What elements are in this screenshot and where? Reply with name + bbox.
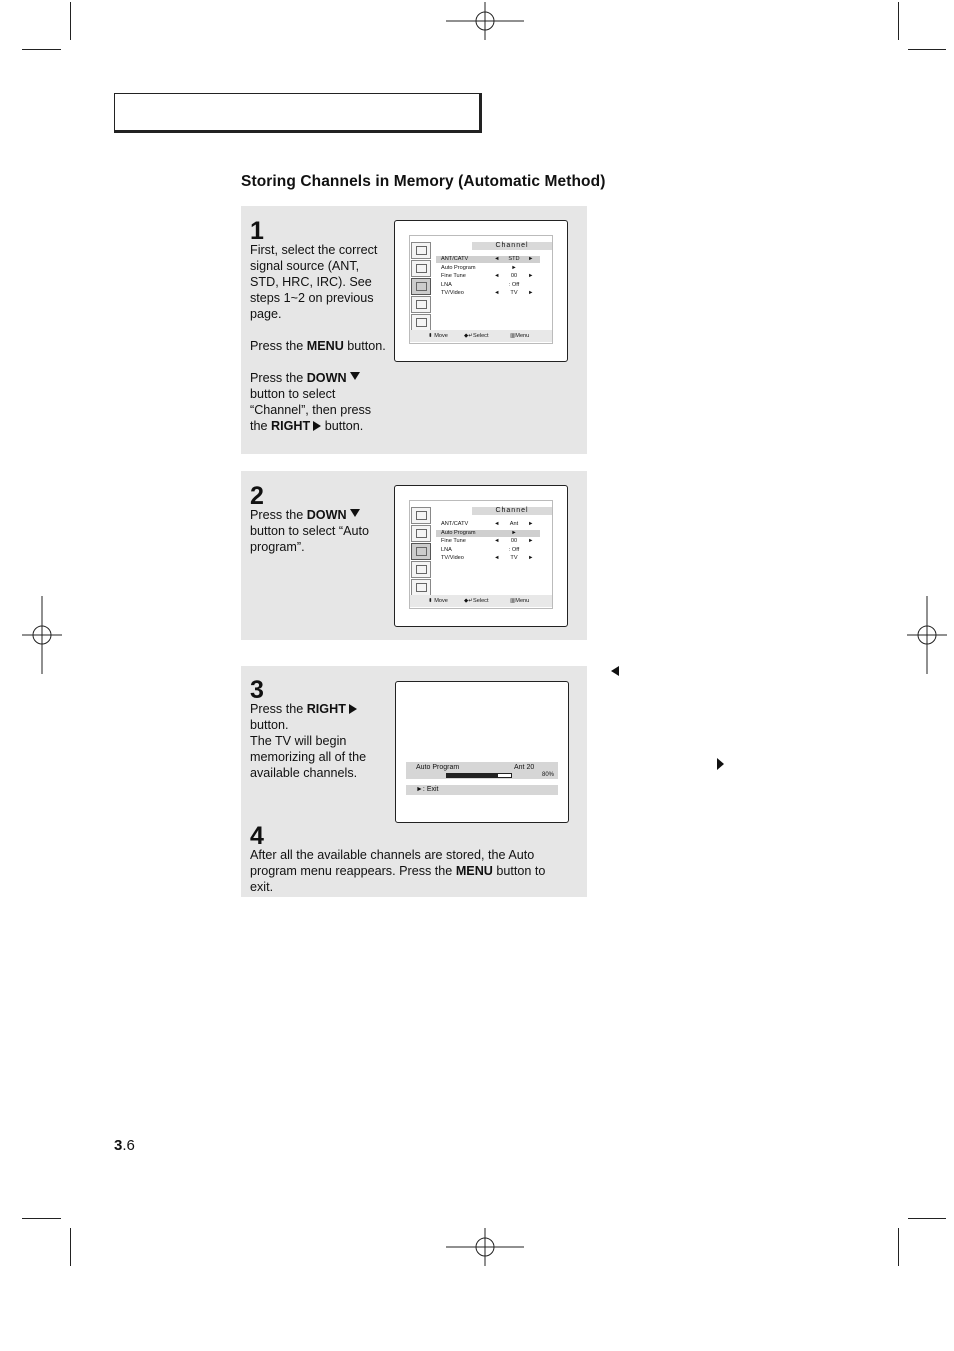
crop-mark-tr-v — [898, 2, 899, 40]
crop-mark-br-h — [908, 1218, 946, 1219]
channel-menu-icon — [411, 543, 431, 560]
step-1-para-2: Press the MENU button. — [250, 339, 386, 353]
osd-channel-menu — [409, 500, 553, 609]
osd-row-fine-tune: Fine Tune ◄ 00 ► — [441, 538, 534, 544]
osd-row-fine-tune: Fine Tune ◄ 00 ► — [441, 273, 534, 279]
osd-row-auto-program: Auto Program ► — [436, 530, 540, 537]
step-4-text: After all the available channels are stored, the Auto program menu reappears. Press the MENU button to exit. — [250, 848, 546, 894]
auto-program-channel: Ant 20 — [514, 764, 535, 771]
osd-footer-select: ◆↵Select — [464, 598, 489, 604]
osd-row-lna: LNA : Off — [441, 281, 520, 288]
step-number: 2 — [250, 482, 264, 510]
step-2-text — [250, 507, 386, 555]
step-2-para-1: Press the DOWN button to select “Auto program”. — [250, 508, 370, 554]
function-menu-icon — [411, 579, 431, 596]
osd-title: Channel — [472, 242, 552, 250]
osd-row-auto-program: Auto Program ► — [441, 264, 517, 271]
crop-mark-tr-h — [908, 49, 946, 50]
channel-menu-icon — [411, 278, 431, 295]
registration-mark-bottom — [446, 1228, 524, 1266]
auto-program-percent: 80% — [542, 772, 555, 778]
sound-menu-icon — [411, 525, 431, 542]
page-number: 3.6 — [114, 1137, 135, 1154]
auto-program-progress — [446, 773, 512, 778]
page-title: Storing Channels in Memory (Automatic Method) — [241, 173, 606, 190]
osd-footer — [410, 595, 552, 607]
registration-mark-right — [907, 596, 947, 674]
osd-footer — [410, 330, 552, 342]
right-arrow-icon — [717, 758, 724, 770]
osd-row-ant-catv: ANT/CATV ◄ Ant ► — [441, 521, 534, 527]
crop-mark-bl-h — [22, 1218, 61, 1219]
exit-label: ►: Exit — [416, 786, 439, 793]
osd-row-ant-catv: ANT/CATV ◄ STD ► — [436, 256, 540, 263]
down-arrow-icon — [350, 509, 360, 517]
registration-mark-top — [446, 2, 524, 40]
osd-footer-move: ⬍ Move — [428, 333, 448, 339]
step-1-para-1: First, select the correct signal source (ANT, STD, HRC, IRC). See steps 1~2 on previous page. — [250, 243, 378, 321]
osd-footer-select: ◆↵Select — [464, 333, 489, 339]
left-arrow-icon — [611, 666, 619, 676]
tv-screen-channel-menu — [394, 485, 568, 627]
osd-footer-menu: ▥Menu — [510, 333, 530, 339]
crop-mark-br-v — [898, 1228, 899, 1266]
step-1-text — [250, 242, 386, 434]
step-3-text — [250, 701, 386, 781]
auto-program-label: Auto Program — [416, 764, 460, 771]
setup-menu-icon — [411, 561, 431, 578]
crop-mark-tl-v — [70, 2, 71, 40]
down-arrow-icon — [350, 372, 360, 380]
step-3-4-panel — [241, 666, 587, 897]
tv-screen-channel-menu — [394, 220, 568, 362]
registration-mark-left — [22, 596, 62, 674]
right-arrow-icon — [349, 704, 357, 714]
osd-title: Channel — [472, 507, 552, 515]
tv-screen-auto-program — [395, 681, 569, 823]
step-1-panel — [241, 206, 587, 454]
header-box — [114, 93, 482, 133]
step-number: 3 — [250, 676, 264, 704]
crop-mark-bl-v — [70, 1228, 71, 1266]
crop-mark-tl-h — [22, 49, 61, 50]
auto-program-progress-fill — [447, 774, 498, 777]
step-2-panel — [241, 471, 587, 640]
setup-menu-icon — [411, 296, 431, 313]
auto-program-bar — [406, 762, 558, 779]
picture-menu-icon — [411, 507, 431, 524]
osd-row-tv-video: TV/Video ◄ TV ► — [441, 290, 534, 296]
step-3-para-1: Press the RIGHT button. — [250, 701, 386, 733]
picture-menu-icon — [411, 242, 431, 259]
right-arrow-icon — [313, 421, 321, 431]
function-menu-icon — [411, 314, 431, 331]
osd-row-tv-video: TV/Video ◄ TV ► — [441, 555, 534, 561]
osd-channel-menu — [409, 235, 553, 344]
osd-footer-move: ⬍ Move — [428, 598, 448, 604]
osd-row-lna: LNA : Off — [441, 546, 520, 553]
exit-bar — [406, 785, 558, 795]
step-3-para-2: The TV will begin memorizing all of the available channels. — [250, 734, 367, 780]
sound-menu-icon — [411, 260, 431, 277]
step-number: 1 — [250, 217, 264, 245]
osd-footer-menu: ▥Menu — [510, 598, 530, 604]
step-number: 4 — [250, 822, 264, 850]
step-1-para-3: Press the DOWN button to select “Channel”, then press the RIGHT button. — [250, 371, 372, 433]
